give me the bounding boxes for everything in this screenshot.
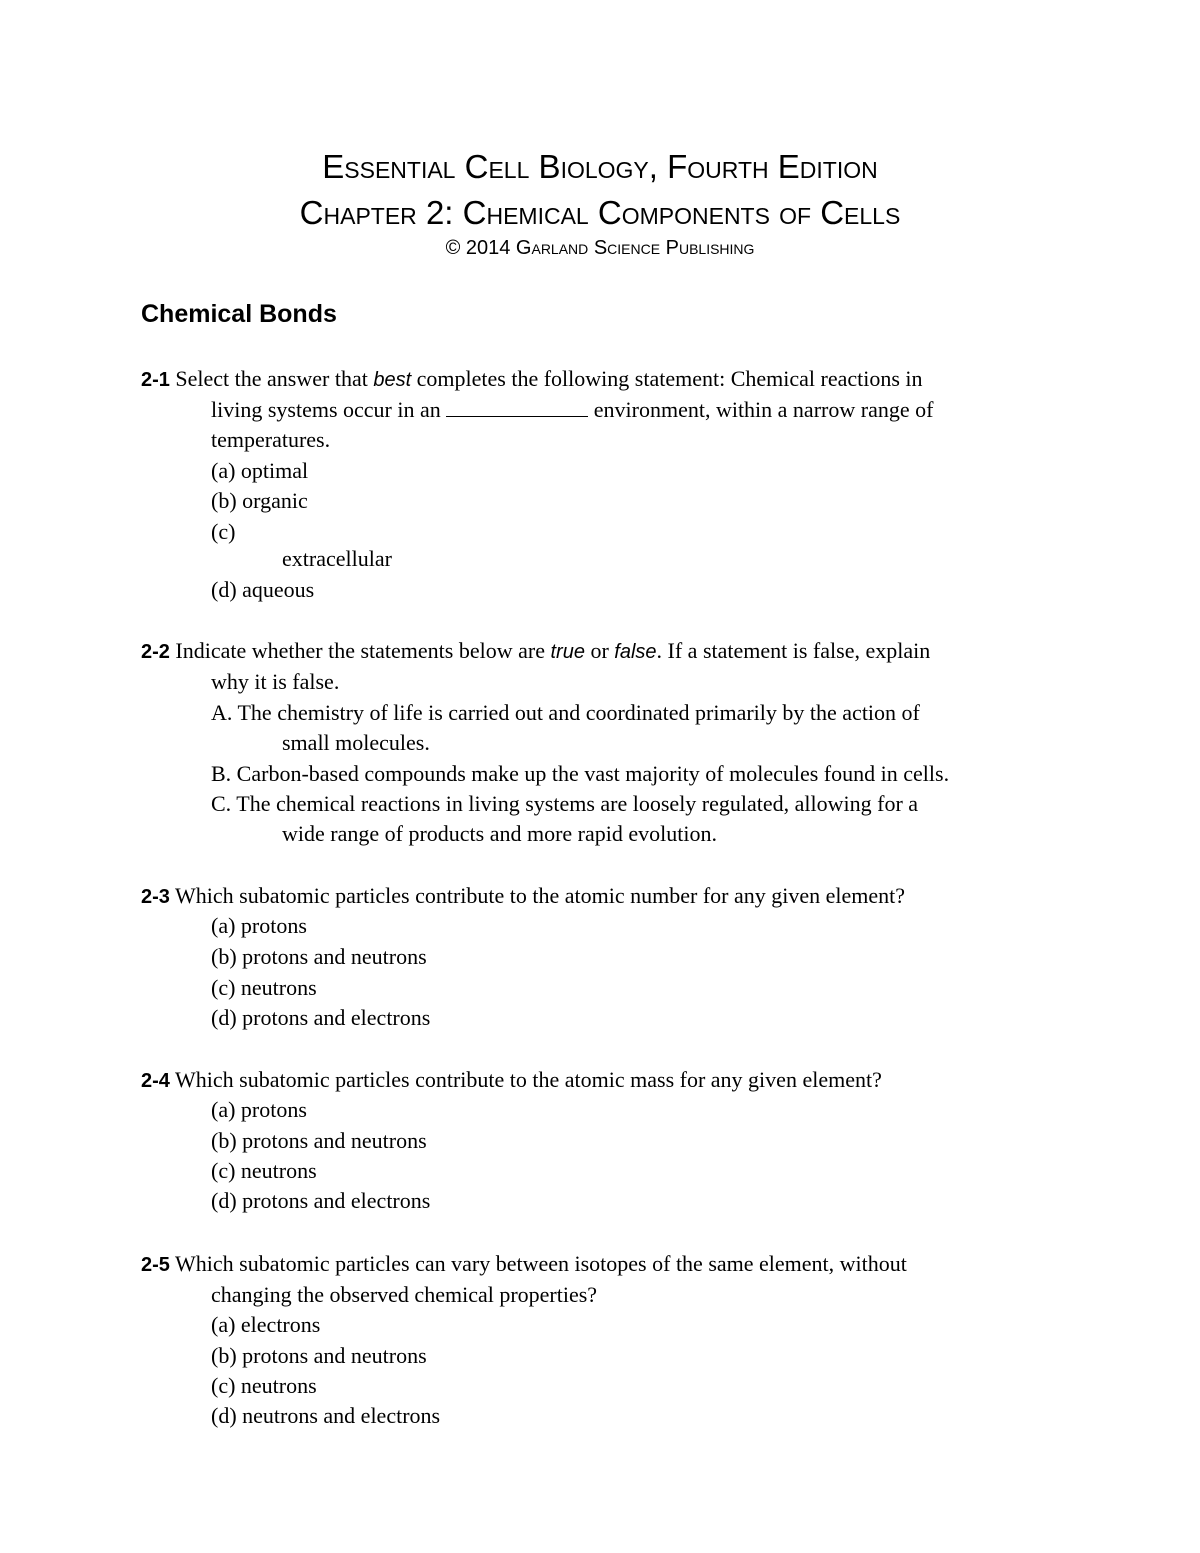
answer-option-b: (b) protons and neutrons <box>211 1128 427 1153</box>
book-title: Essential Cell Biology, Fourth Edition <box>322 148 878 185</box>
answer-option-b: (b) protons and neutrons <box>211 944 427 969</box>
copyright-line: © 2014 Garland Science Publishing <box>445 237 755 259</box>
question-text: Indicate whether the statements below are <box>169 638 551 663</box>
section-heading: Chemical Bonds <box>141 300 337 328</box>
question-2-3 <box>141 883 905 910</box>
answer-option-c: (c) neutrons <box>211 1158 317 1183</box>
answer-option-d: (d) aqueous <box>211 577 315 602</box>
answer-option-a: (a) optimal <box>211 458 309 483</box>
answer-option-d: (d) protons and electrons <box>211 1188 431 1213</box>
question-text: environment, within a narrow range of <box>588 397 934 422</box>
question-text: . If a statement is false, explain <box>656 638 931 663</box>
question-2-4 <box>141 1067 882 1094</box>
answer-option-b: (b) protons and neutrons <box>211 1343 427 1368</box>
answer-option-c: (c) <box>211 519 236 544</box>
answer-option-d: (d) neutrons and electrons <box>211 1403 441 1428</box>
answer-option-a: (a) electrons <box>211 1312 321 1337</box>
answer-option-d: (d) protons and electrons <box>211 1005 431 1030</box>
answer-option-c: (c) neutrons <box>211 975 317 1000</box>
answer-option-c-text: extracellular <box>282 546 392 571</box>
question-text: Which subatomic particles can vary between isotopes of the same element, without <box>169 1251 907 1276</box>
question-text: or <box>584 638 615 663</box>
answer-option-b: (b) organic <box>211 488 308 513</box>
question-2-1 <box>141 366 923 393</box>
answer-option-c: (c) neutrons <box>211 1373 317 1398</box>
question-text: Select the answer that <box>169 366 374 391</box>
question-text: living systems occur in an <box>211 397 447 422</box>
question-number: 2-1 <box>141 369 170 391</box>
statement-b: B. Carbon-based compounds make up the vast majority of molecules found in cells. <box>211 761 950 786</box>
question-number: 2-2 <box>141 641 170 663</box>
question-text: Which subatomic particles contribute to the atomic number for any given element? <box>169 883 906 908</box>
emphasis-word: best <box>373 369 412 391</box>
question-text-line <box>211 397 933 423</box>
question-text-line: changing the observed chemical properties? <box>211 1282 598 1307</box>
answer-option-a: (a) protons <box>211 913 307 938</box>
emphasis-word: false <box>614 641 657 663</box>
chapter-title: Chapter 2: Chemical Components of Cells <box>299 194 901 231</box>
question-text-line: why it is false. <box>211 669 340 694</box>
statement-a-cont: small molecules. <box>282 730 430 755</box>
question-2-2 <box>141 638 930 665</box>
question-number: 2-3 <box>141 886 170 908</box>
question-2-5 <box>141 1251 907 1278</box>
question-text-line: temperatures. <box>211 427 331 452</box>
answer-blank <box>446 398 588 417</box>
emphasis-word: true <box>550 641 585 663</box>
question-text: Which subatomic particles contribute to the atomic mass for any given element? <box>169 1067 882 1092</box>
statement-c: C. The chemical reactions in living systems are loosely regulated, allowing for a <box>211 791 919 816</box>
question-number: 2-5 <box>141 1254 170 1276</box>
question-text: completes the following statement: Chemical reactions in <box>411 366 923 391</box>
answer-option-a: (a) protons <box>211 1097 307 1122</box>
question-number: 2-4 <box>141 1070 170 1092</box>
statement-a: A. The chemistry of life is carried out and coordinated primarily by the action of <box>211 700 920 725</box>
statement-c-cont: wide range of products and more rapid evolution. <box>282 821 717 846</box>
